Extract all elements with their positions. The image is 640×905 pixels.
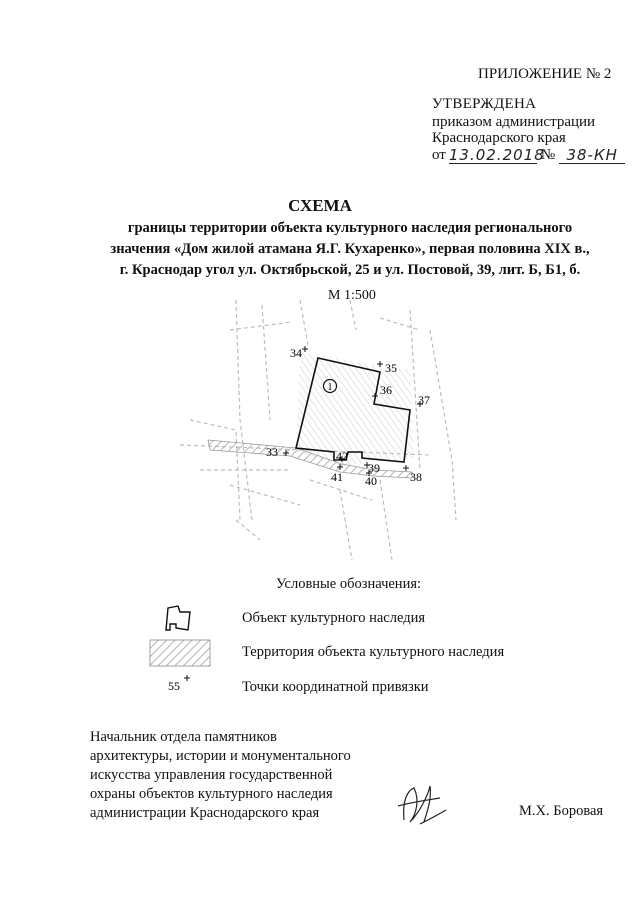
signatory-line-5: администрации Краснодарского края <box>90 805 320 821</box>
coordinate-point-icon <box>184 675 190 681</box>
legend-item-object: Объект культурного наследия <box>242 610 426 626</box>
signatory-position <box>90 728 351 823</box>
signatory-line-3: искусства управления государственной <box>90 767 333 783</box>
point-label-34: 34 <box>290 346 302 360</box>
legend-heading: Условные обозначения: <box>276 576 422 592</box>
appendix-number: ПРИЛОЖЕНИЕ № 2 <box>478 66 612 82</box>
legend-item-territory: Территория объекта культурного наследия <box>242 644 505 660</box>
signatory-line-2: архитектуры, истории и монументального <box>90 748 351 764</box>
point-label-33: 33 <box>266 445 278 459</box>
signatory-line-4: охраны объектов культурного наследия <box>90 786 333 802</box>
order-date: 13.02.2018 <box>448 146 545 164</box>
number-prefix: № <box>540 147 556 163</box>
subtitle-line-1: границы территории объекта культурного наследия регионального <box>127 220 573 236</box>
signatory-line-1: Начальник отдела памятников <box>90 729 277 745</box>
coordinate-point-sample-label: 55 <box>168 679 180 693</box>
point-label-42: 42 <box>336 449 348 463</box>
hatched-territory-icon <box>150 640 210 666</box>
point-label-36: 36 <box>380 383 392 397</box>
approved-by-line-1: приказом администрации <box>432 114 596 130</box>
point-label-35: 35 <box>385 361 397 375</box>
order-number: 38-КН <box>559 147 625 164</box>
approved-by-line-2: Краснодарского края <box>432 130 566 146</box>
signatory-name: М.Х. Боровая <box>519 803 604 819</box>
approved-label: УТВЕРЖДЕНА <box>432 96 537 112</box>
document-title: СХЕМА <box>288 196 352 215</box>
subtitle-line-3: г. Краснодар угол ул. Октябрьской, 25 и ул. Постовой, 39, лит. Б, Б1, б. <box>119 262 581 278</box>
point-label-39: 39 <box>368 461 380 475</box>
object-number-text: 1 <box>327 382 333 393</box>
point-label-40: 40 <box>365 474 377 488</box>
date-prefix: от <box>432 147 446 163</box>
heritage-object-outline-icon <box>166 606 190 630</box>
point-label-38: 38 <box>410 470 422 484</box>
point-label-41: 41 <box>331 470 343 484</box>
point-label-37: 37 <box>418 393 430 407</box>
handwritten-signature <box>398 786 446 824</box>
legend-icons <box>150 606 210 693</box>
map-scale: М 1:500 <box>328 288 376 303</box>
legend-item-points: Точки координатной привязки <box>242 679 429 695</box>
subtitle-line-2: значения «Дом жилой атамана Я.Г. Кухаренко», первая половина XIX в., <box>110 241 590 257</box>
